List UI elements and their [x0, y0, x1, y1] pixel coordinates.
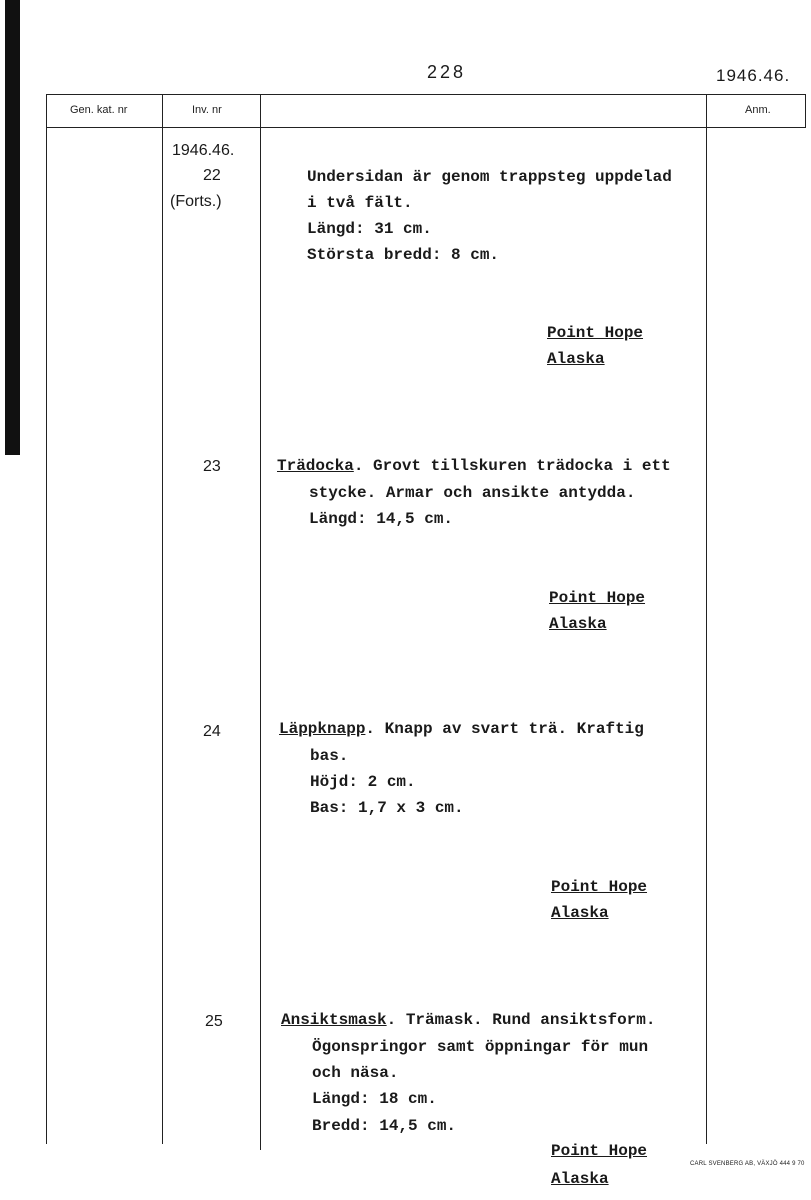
text-line: bas.: [310, 747, 349, 765]
place-name: Point Hope: [549, 589, 646, 607]
entry-first-line: [279, 720, 644, 738]
place-name: Point Hope: [551, 1142, 648, 1160]
place-name: Point Hope: [547, 324, 644, 342]
place-name: Point Hope: [551, 878, 648, 896]
printer-mark: CARL SVENBERG AB, VÄXJÖ 444 9 70: [690, 1161, 805, 1167]
entry-first-line: [277, 457, 671, 475]
text-line: Bredd: 14,5 cm.: [312, 1117, 457, 1135]
text-line: i två fält.: [307, 194, 413, 212]
top-rule: [46, 94, 806, 95]
entry-title: Trädocka: [277, 457, 354, 475]
inv-number: 23: [203, 458, 221, 475]
inv-number-year: 1946.46.: [172, 142, 235, 159]
place-region: Alaska: [547, 350, 605, 368]
place-region: Alaska: [551, 1170, 609, 1188]
column-divider-gen-inv: [162, 94, 163, 1144]
header-anm: Anm.: [745, 104, 771, 116]
catalog-year-header: 1946.46.: [716, 66, 791, 85]
right-border: [805, 94, 806, 128]
inv-number: 22: [203, 167, 221, 184]
place-region: Alaska: [549, 615, 607, 633]
entry-first-line-rest: . Trämask. Rund ansiktsform.: [386, 1011, 656, 1029]
entry-first-line: [281, 1011, 655, 1029]
column-divider-inv-text: [260, 94, 261, 1150]
header-gen-kat: Gen. kat. nr: [70, 104, 128, 116]
text-line: Bas: 1,7 x 3 cm.: [310, 799, 464, 817]
entry-first-line-rest: . Knapp av svart trä. Kraftig: [365, 720, 644, 738]
text-line: Längd: 14,5 cm.: [309, 510, 454, 528]
text-line: stycke. Armar och ansikte antydda.: [309, 484, 636, 502]
header-inv: Inv. nr: [192, 104, 222, 116]
text-line: Längd: 18 cm.: [312, 1090, 437, 1108]
inv-number: 25: [205, 1013, 223, 1030]
left-border: [46, 94, 47, 1144]
text-line: Ögonspringor samt öppningar för mun: [312, 1038, 649, 1056]
page-number: 228: [427, 62, 467, 82]
text-line: Längd: 31 cm.: [307, 220, 432, 238]
binding-bar: [5, 0, 20, 455]
entry-title: Läppknapp: [279, 720, 366, 738]
header-rule: [46, 127, 806, 128]
entry-title: Ansiktsmask: [281, 1011, 387, 1029]
place-region: Alaska: [551, 904, 609, 922]
text-line: Största bredd: 8 cm.: [307, 246, 500, 264]
column-divider-text-anm: [706, 94, 707, 1144]
entry-first-line-rest: . Grovt tillskuren trädocka i ett: [353, 457, 671, 475]
inv-number: 24: [203, 723, 221, 740]
text-line: Höjd: 2 cm.: [310, 773, 416, 791]
text-line: Undersidan är genom trappsteg uppdelad: [307, 168, 672, 186]
inv-continued: (Forts.): [170, 193, 222, 210]
text-line: och näsa.: [312, 1064, 399, 1082]
